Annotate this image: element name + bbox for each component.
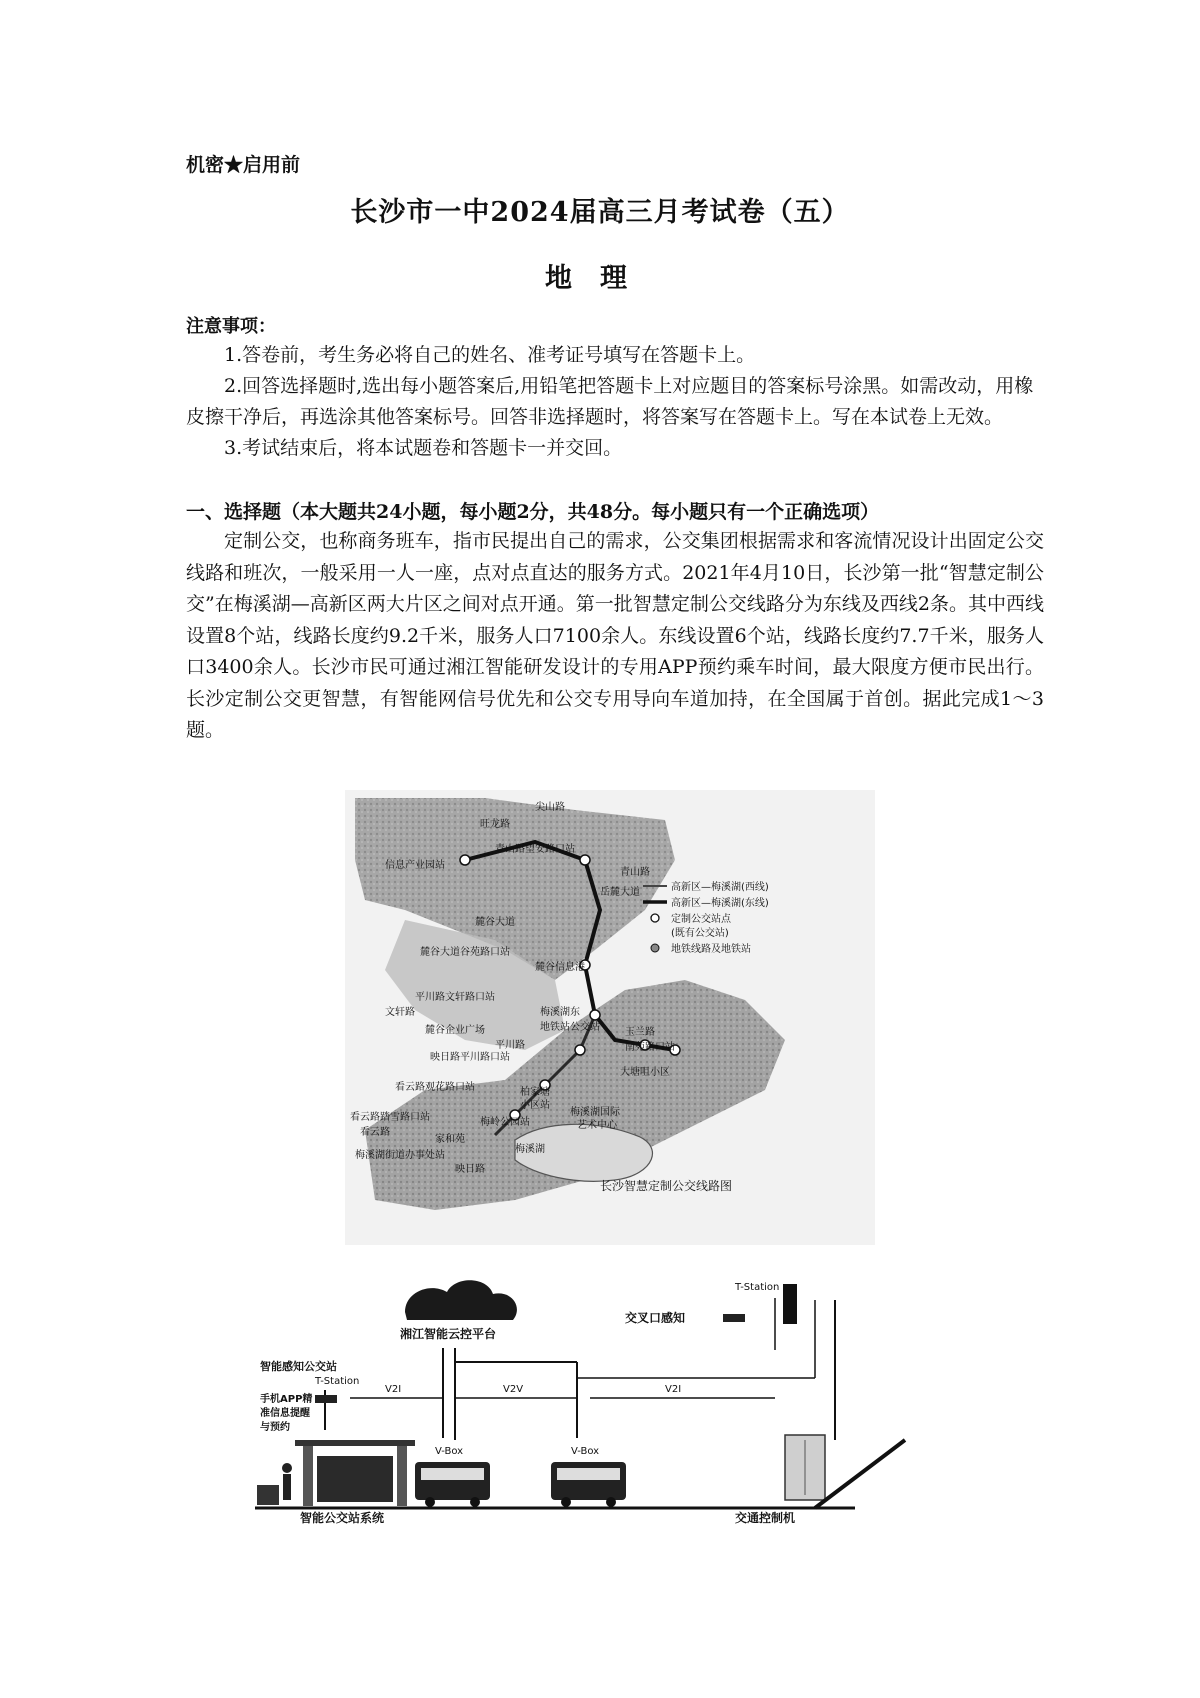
- map-label: 麓谷大道谷苑路口站: [420, 947, 510, 958]
- subject-title: 地理: [545, 263, 655, 294]
- map-label: 梅溪湖国际: [570, 1107, 620, 1118]
- smart-stop-label: 智能感知公交站: [260, 1360, 337, 1373]
- map-label: 家和苑: [435, 1134, 465, 1145]
- v2i-left-label: V2I: [385, 1384, 402, 1395]
- notice-list: [186, 340, 1044, 464]
- traffic-controller-label: 交通控制机: [735, 1511, 796, 1525]
- traffic-light-icon: [783, 1284, 797, 1324]
- bus-icon: [415, 1462, 490, 1507]
- map-label: 麓谷企业广场: [425, 1025, 485, 1036]
- v2v-label: V2V: [503, 1384, 524, 1395]
- legend-station-existing: (既有公交站): [671, 928, 729, 939]
- map-label: 梅溪湖街道办事处站: [355, 1150, 445, 1161]
- map-label: 麓谷大道: [475, 917, 515, 928]
- map-label: 平川路: [495, 1040, 525, 1051]
- bus-shelter-icon: [295, 1440, 415, 1506]
- vbox-label: V-Box: [435, 1446, 464, 1457]
- person-icon: [282, 1463, 292, 1500]
- t-station-right-label: T-Station: [735, 1282, 780, 1293]
- system-diagram-figure: [255, 1270, 955, 1525]
- small-bus-icon: [257, 1485, 279, 1505]
- map-label: 玉兰路: [625, 1027, 655, 1038]
- legend-east: 高新区—梅溪湖(东线): [671, 898, 769, 909]
- road-edge: [815, 1440, 905, 1508]
- map-label: 地铁站公交站: [540, 1022, 600, 1033]
- legend-station: 定制公交站点: [671, 914, 731, 925]
- phone-app-label: 准信息提醒: [260, 1408, 310, 1419]
- vbox-label: V-Box: [571, 1446, 600, 1457]
- map-label: 大塘咀小区: [620, 1067, 670, 1078]
- map-label: 岳麓大道: [600, 887, 640, 898]
- exam-title: 长沙市一中2024届高三月考试卷（五）: [350, 197, 850, 228]
- map-label: 看云路观花路口站: [395, 1082, 475, 1093]
- map-label: 梅溪湖: [515, 1144, 545, 1155]
- legend-west: 高新区—梅溪湖(西线): [671, 882, 769, 893]
- map-label: 麓谷信息港: [535, 962, 585, 973]
- cloud-icon: [405, 1280, 517, 1320]
- map-label: 文轩路: [385, 1007, 415, 1018]
- notice-item: 3.考试结束后，将本试题卷和答题卡一并交回。: [224, 437, 623, 459]
- map-label: 看云路踏雪路口站: [350, 1112, 430, 1123]
- station-marker: [580, 855, 590, 865]
- notice-item: 2.回答选择题时,选出每小题答案后,用铅笔把答题卡上对应题目的答案标号涂黑。如需改动，用橡皮擦干净后，再选涂其他答案标号。回答非选择题时，将答案写在答题卡上。写在本试卷上无效。: [186, 375, 1034, 428]
- section-heading: 一、选择题（本大题共24小题，每小题2分，共48分。每小题只有一个正确选项）: [186, 501, 880, 523]
- map-label: 柏家塘: [520, 1087, 550, 1098]
- cloud-platform-label: 湘江智能云控平台: [400, 1327, 497, 1341]
- map-label: 映日路平川路口站: [430, 1052, 510, 1063]
- secret-mark: 机密★启用前: [186, 154, 301, 176]
- route-map-figure: [345, 790, 875, 1245]
- map-label: 南苑路口站: [625, 1042, 675, 1053]
- map-label: 小区站: [520, 1100, 550, 1111]
- phone-app-label: 手机APP精: [260, 1394, 313, 1405]
- station-marker: [460, 855, 470, 865]
- control-cabinet-icon: [785, 1435, 825, 1500]
- map-label: 梅岭公园站: [480, 1117, 530, 1128]
- map-label: 青山路: [620, 867, 650, 878]
- map-label: 艺术中心: [577, 1120, 617, 1131]
- camera-icon: [315, 1395, 337, 1403]
- map-label: 映日路: [455, 1164, 485, 1175]
- station-marker: [575, 1045, 585, 1055]
- bus-stop-system-label: 智能公交站系统: [300, 1511, 385, 1525]
- bus-icon: [551, 1462, 626, 1507]
- station-marker: [590, 1010, 600, 1020]
- intersection-sense-label: 交叉口感知: [625, 1311, 686, 1325]
- map-label: 看云路: [360, 1127, 390, 1138]
- map-label: 梅溪湖东: [540, 1007, 580, 1018]
- phone-app-label: 与预约: [260, 1422, 290, 1433]
- map-label: 平川路文轩路口站: [415, 992, 495, 1003]
- map-label: 尖山路: [535, 802, 565, 813]
- camera-icon: [723, 1314, 745, 1322]
- map-label: 旺龙路: [480, 819, 510, 830]
- question-paragraph: 定制公交，也称商务班车，指市民提出自己的需求，公交集团根据需求和客流情况设计出固定公交线路和班次，一般采用一人一座，点对点直达的服务方式。2021年4月10日，长沙第一批“智慧定制公交”在梅溪湖—高新区两大片区之间对点开通。第一批智慧定制公交线路分为东线及西线2条。其中西线设置8个站，线路长度约9.2千米，服务人口7100余人。东线设置6个站，线路长度约7.7千米，服务人口3400余人。长沙市民可通过湘江智能研发设计的专用APP预约乘车时间，最大限度方便市民出行。长沙定制公交更智慧，有智能网信号优先和公交专用导向车道加持，在全国属于首创。据此完成1～3题。: [186, 530, 1044, 741]
- v2i-right-label: V2I: [665, 1384, 682, 1395]
- t-station-left-label: T-Station: [315, 1376, 360, 1387]
- map-label: 青山路望安路口站: [495, 844, 575, 855]
- notice-item: 1.答卷前，考生务必将自己的姓名、准考证号填写在答题卡上。: [224, 344, 756, 366]
- map-caption: 长沙智慧定制公交线路图: [600, 1179, 733, 1193]
- legend-metro: 地铁线路及地铁站: [671, 944, 751, 955]
- map-label: 信息产业园站: [385, 860, 445, 871]
- notice-heading: 注意事项：: [186, 316, 276, 337]
